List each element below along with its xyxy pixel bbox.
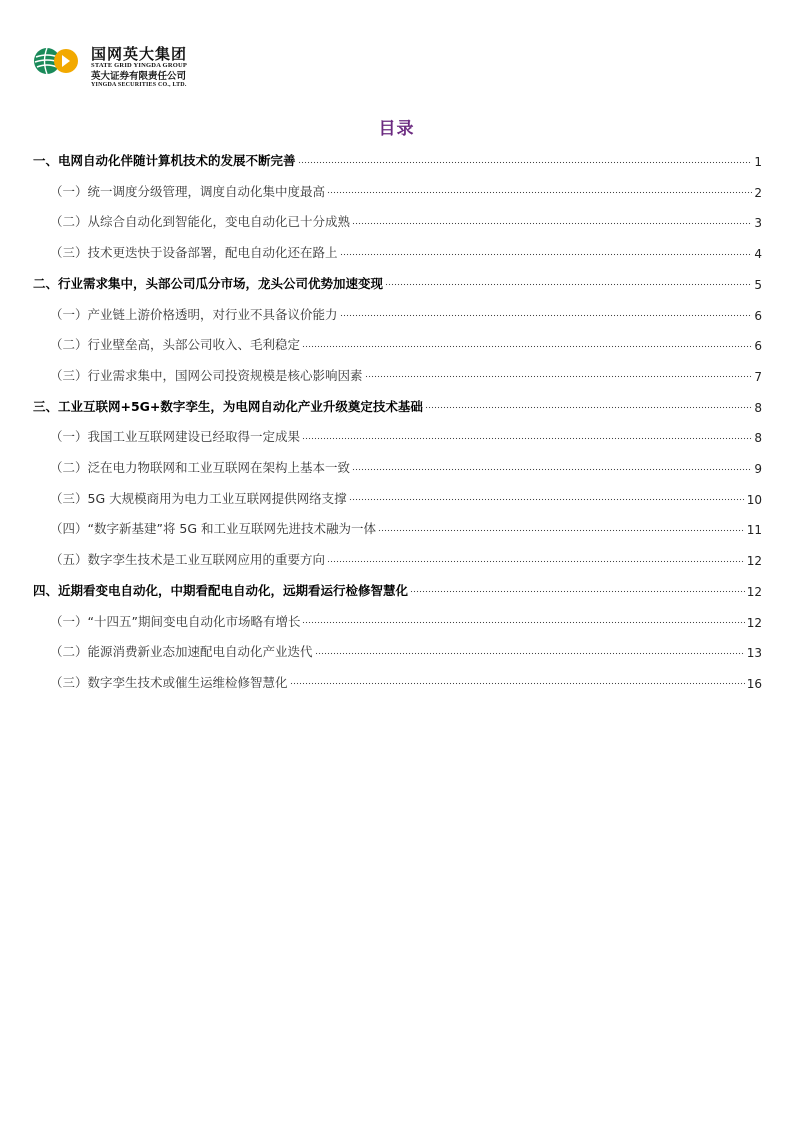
toc-page-number: 13 bbox=[746, 646, 762, 661]
toc-page-number: 7 bbox=[754, 369, 762, 384]
toc-dot-leader bbox=[290, 682, 745, 686]
toc-entry-text: （一）统一调度分级管理，调度自动化集中度最高 bbox=[50, 183, 326, 199]
toc-subsection-entry[interactable] bbox=[50, 239, 762, 261]
toc-dot-leader bbox=[302, 436, 752, 440]
toc-entry-text: （五）数字孪生技术是工业互联网应用的重要方向 bbox=[50, 552, 326, 568]
toc-page-number: 9 bbox=[754, 462, 762, 476]
toc-entry-text: （一）产业链上游价格透明，对行业不具备议价能力 bbox=[50, 306, 338, 322]
toc-page-number: 8 bbox=[754, 400, 762, 415]
toc-subsection-entry[interactable] bbox=[50, 638, 762, 660]
toc-entry-text: （二）能源消费新业态加速配电自动化产业迭代 bbox=[50, 644, 313, 660]
toc-section-entry[interactable] bbox=[33, 393, 762, 415]
toc-entry-text: （三）5G 大规模商用为电力工业互联网提供网络支撑 bbox=[50, 490, 347, 506]
company-logo-icon bbox=[33, 44, 81, 78]
toc-section-entry[interactable] bbox=[33, 577, 762, 599]
toc-subsection-entry[interactable] bbox=[50, 515, 762, 537]
toc-entry-text: 三、工业互联网+5G+数字孪生，为电网自动化产业升级奠定技术基础 bbox=[33, 398, 423, 414]
toc-page-number: 2 bbox=[754, 185, 762, 200]
toc-page-number: 12 bbox=[746, 584, 762, 599]
toc-subsection-entry[interactable] bbox=[50, 301, 762, 323]
toc-subsection-entry[interactable] bbox=[50, 485, 762, 507]
toc-dot-leader bbox=[340, 252, 753, 256]
toc-entry-text: （二）泛在电力物联网和工业互联网在架构上基本一致 bbox=[50, 460, 351, 475]
brand-name-cn: 国网英大集团 bbox=[91, 45, 188, 63]
toc-page-number: 10 bbox=[746, 492, 762, 507]
toc-dot-leader bbox=[315, 651, 745, 655]
toc-page-number: 12 bbox=[746, 554, 762, 569]
brand-name-en: STATE GRID YINGDA GROUP bbox=[91, 62, 188, 69]
toc-entry-text: 一、电网自动化伴随计算机技术的发展不断完善 bbox=[33, 153, 296, 168]
toc-subsection-entry[interactable] bbox=[50, 331, 762, 353]
toc-subsection-entry[interactable] bbox=[50, 208, 762, 230]
toc-page-number: 8 bbox=[754, 431, 762, 446]
toc-dot-leader bbox=[410, 590, 745, 594]
toc-dot-leader bbox=[378, 528, 745, 532]
toc-dot-leader bbox=[340, 314, 753, 318]
toc-entry-text: （二）从综合自动化到智能化，变电自动化已十分成熟 bbox=[50, 214, 351, 230]
toc-entry-text: 四、近期看变电自动化，中期看配电自动化，远期看运行检修智慧化 bbox=[33, 582, 409, 598]
toc-page-number: 4 bbox=[754, 247, 762, 262]
toc-page-number: 16 bbox=[746, 676, 762, 691]
toc-subsection-entry[interactable] bbox=[50, 608, 762, 630]
toc-dot-leader bbox=[352, 221, 752, 225]
subsidiary-name-cn: 英大证券有限责任公司 bbox=[91, 71, 187, 82]
toc-entry-text: （二）行业壁垒高，头部公司收入、毛利稳定 bbox=[50, 337, 301, 353]
toc-entry-text: （一）我国工业互联网建设已经取得一定成果 bbox=[50, 429, 301, 445]
toc-subsection-entry[interactable] bbox=[50, 178, 762, 200]
toc-subsection-entry[interactable] bbox=[50, 423, 762, 445]
toc-subsection-entry[interactable] bbox=[50, 454, 762, 476]
toc-entry-text: （三）技术更迭快于设备部署，配电自动化还在路上 bbox=[50, 245, 338, 261]
toc-page-number: 6 bbox=[754, 339, 762, 354]
toc-dot-leader bbox=[385, 283, 752, 287]
toc-page-number: 12 bbox=[746, 615, 762, 630]
toc-dot-leader bbox=[302, 621, 744, 625]
toc-entry-text: （三）数字孪生技术或催生运维检修智慧化 bbox=[50, 674, 288, 690]
toc-dot-leader bbox=[425, 406, 752, 410]
toc-dot-leader bbox=[349, 498, 745, 502]
toc-page-number: 1 bbox=[754, 155, 762, 169]
subsidiary-name-en: YINGDA SECURITIES CO., LTD. bbox=[91, 82, 187, 88]
toc-page-number: 3 bbox=[754, 216, 762, 231]
toc-entry-text: （四）“数字新基建”将 5G 和工业互联网先进技术融为一体 bbox=[50, 521, 377, 537]
toc-dot-leader bbox=[365, 375, 753, 379]
toc-subsection-entry[interactable] bbox=[50, 669, 762, 691]
toc-section-entry[interactable] bbox=[33, 147, 762, 169]
toc-subsection-entry[interactable] bbox=[50, 362, 762, 384]
toc-dot-leader bbox=[327, 191, 752, 195]
toc-dot-leader bbox=[298, 160, 753, 164]
toc-section-entry[interactable] bbox=[33, 270, 762, 292]
toc-entry-text: （一）“十四五”期间变电自动化市场略有增长 bbox=[50, 613, 301, 629]
toc-page-number: 5 bbox=[754, 277, 762, 292]
toc-dot-leader bbox=[352, 467, 752, 471]
toc-subsection-entry[interactable] bbox=[50, 546, 762, 568]
toc-page-number: 11 bbox=[746, 523, 762, 538]
toc-entry-text: （三）行业需求集中，国网公司投资规模是核心影响因素 bbox=[50, 367, 363, 383]
toc-page-number: 6 bbox=[754, 308, 762, 323]
toc-title: 目录 bbox=[378, 119, 415, 139]
toc-entry-text: 二、行业需求集中，头部公司瓜分市场，龙头公司优势加速变现 bbox=[33, 275, 384, 291]
toc-dot-leader bbox=[302, 344, 752, 348]
brand-block bbox=[91, 46, 187, 89]
toc-dot-leader bbox=[327, 559, 745, 563]
company-header bbox=[33, 44, 253, 94]
